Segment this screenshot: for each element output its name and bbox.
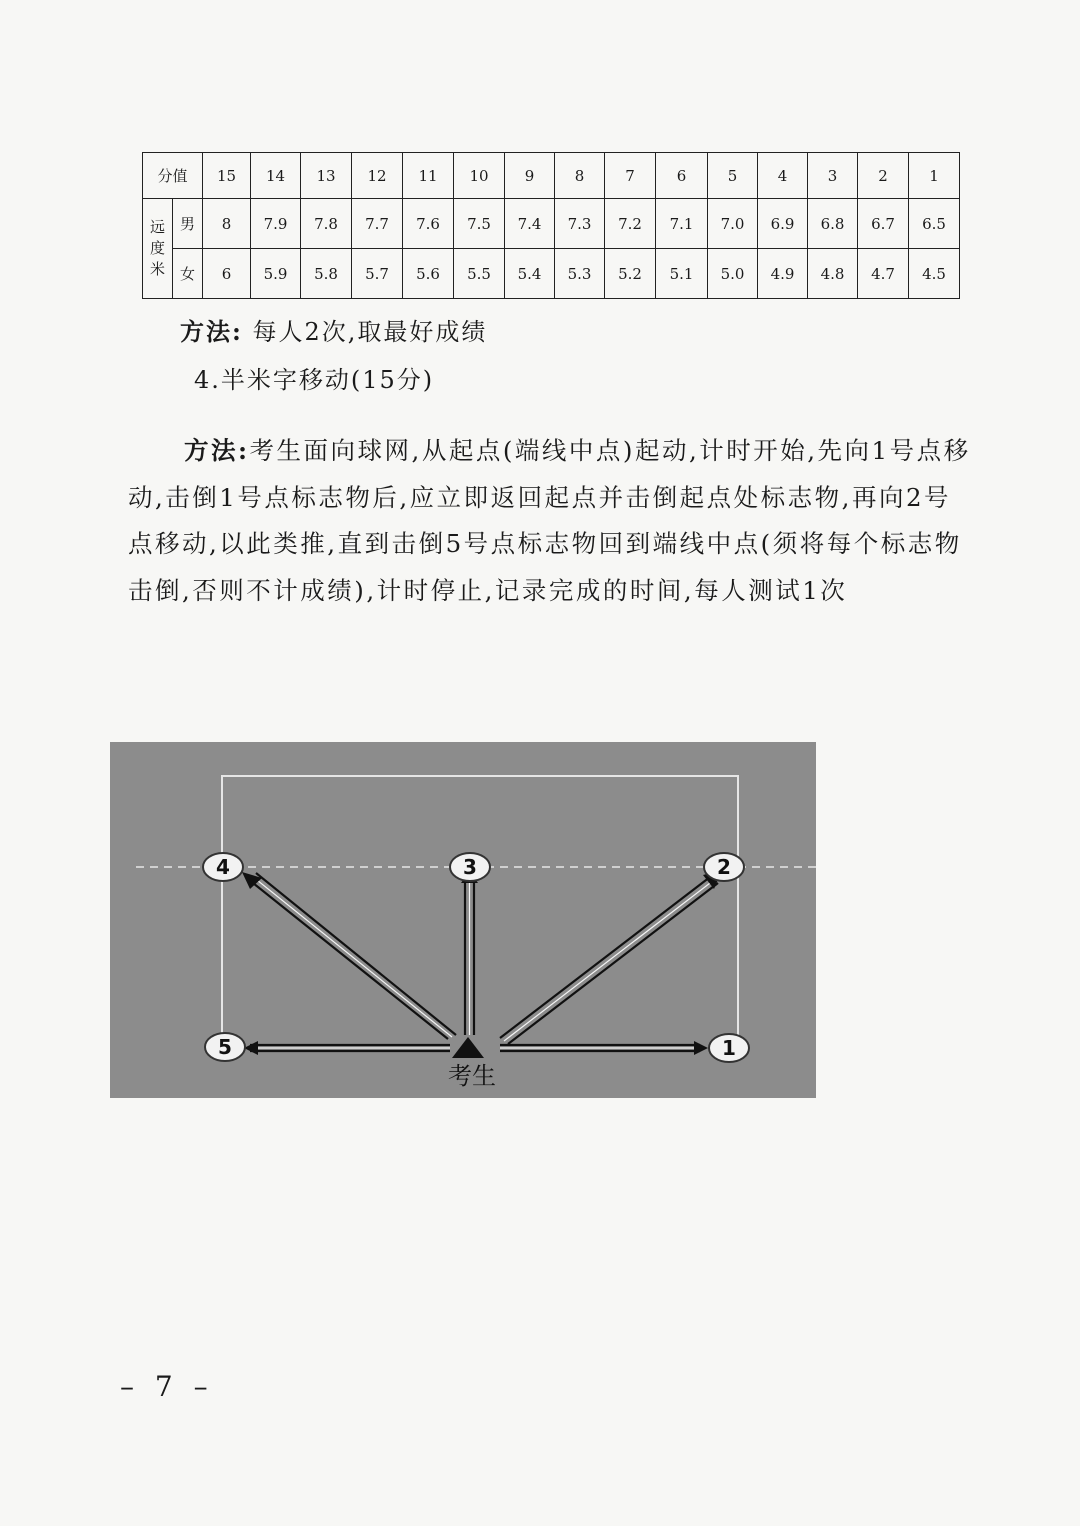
table-cell: 8: [203, 199, 251, 249]
table-cell: 5.7: [352, 249, 403, 299]
score-cell: 4: [758, 153, 808, 199]
score-cell: 10: [454, 153, 505, 199]
table-cell: 7.2: [605, 199, 656, 249]
score-cell: 5: [708, 153, 758, 199]
method-paragraph-text: 考生面向球网,从起点(端线中点)起动,计时开始,先向1号点移动,击倒1号点标志物后,应立即返回起点并击倒起点处标志物,再向2号点移动,以此类推,直到击倒5号点标志物回到端线中点(须将每个标志物击倒,否则不计成绩),计时停止,记录完成的时间,每人测试1次: [128, 436, 971, 605]
table-header-row: [143, 153, 960, 199]
point-marker-2: [704, 853, 744, 881]
score-cell: 3: [808, 153, 858, 199]
point-marker-1: [709, 1034, 749, 1062]
score-cell: 6: [656, 153, 708, 199]
point-label-4: 4: [216, 855, 230, 879]
section-heading: 4.半米字移动(15分): [194, 366, 435, 394]
method-label: 方法:: [184, 436, 250, 465]
score-cell: 1: [909, 153, 960, 199]
score-cell: 7: [605, 153, 656, 199]
table-cell: 5.0: [708, 249, 758, 299]
method-line-1: [180, 312, 487, 347]
table-cell: 4.8: [808, 249, 858, 299]
score-cell: 9: [505, 153, 555, 199]
gender-female: 女: [173, 249, 203, 299]
table-cell: 7.4: [505, 199, 555, 249]
score-cell: 14: [251, 153, 301, 199]
point-marker-4: [203, 853, 243, 881]
table-cell: 4.5: [909, 249, 960, 299]
table-cell: 7.7: [352, 199, 403, 249]
table-cell: 5.1: [656, 249, 708, 299]
point-label-1: 1: [722, 1036, 736, 1060]
start-label: 考生: [448, 1062, 496, 1090]
page-number: – 7 –: [120, 1370, 214, 1403]
table-cell: 7.0: [708, 199, 758, 249]
half-star-movement-diagram: [110, 742, 816, 1098]
point-marker-5: [205, 1033, 245, 1061]
table-cell: 5.4: [505, 249, 555, 299]
table-cell: 5.5: [454, 249, 505, 299]
table-cell: 6.5: [909, 199, 960, 249]
table-row-male: [143, 199, 960, 249]
table-cell: 7.6: [403, 199, 454, 249]
table-cell: 6.8: [808, 199, 858, 249]
table-cell: 6: [203, 249, 251, 299]
point-marker-3: [450, 853, 490, 881]
table-cell: 5.8: [301, 249, 352, 299]
table-cell: 6.9: [758, 199, 808, 249]
table-cell: 7.3: [555, 199, 605, 249]
score-table: [142, 152, 960, 299]
score-cell: 12: [352, 153, 403, 199]
method-text: 每人2次,取最好成绩: [252, 318, 488, 346]
table-cell: 5.2: [605, 249, 656, 299]
gender-male: 男: [173, 199, 203, 249]
score-cell: 11: [403, 153, 454, 199]
table-row-female: [143, 249, 960, 299]
score-cell: 8: [555, 153, 605, 199]
table-cell: 5.3: [555, 249, 605, 299]
table-cell: 7.5: [454, 199, 505, 249]
table-cell: 5.6: [403, 249, 454, 299]
table-cell: 6.7: [858, 199, 909, 249]
table-cell: 7.9: [251, 199, 301, 249]
point-label-2: 2: [717, 855, 731, 879]
method-paragraph: [128, 428, 978, 614]
table-cell: 4.9: [758, 249, 808, 299]
score-cell: 13: [301, 153, 352, 199]
method-label: 方法:: [180, 317, 243, 346]
score-cell: 2: [858, 153, 909, 199]
score-header-label: 分值: [143, 153, 203, 199]
score-cell: 15: [203, 153, 251, 199]
point-label-5: 5: [218, 1035, 232, 1059]
table-cell: 7.8: [301, 199, 352, 249]
table-cell: 4.7: [858, 249, 909, 299]
point-label-3: 3: [463, 855, 477, 879]
table-cell: 5.9: [251, 249, 301, 299]
table-cell: 7.1: [656, 199, 708, 249]
distance-row-label: [143, 199, 173, 299]
distance-row-label-text: 远度米: [149, 218, 165, 278]
